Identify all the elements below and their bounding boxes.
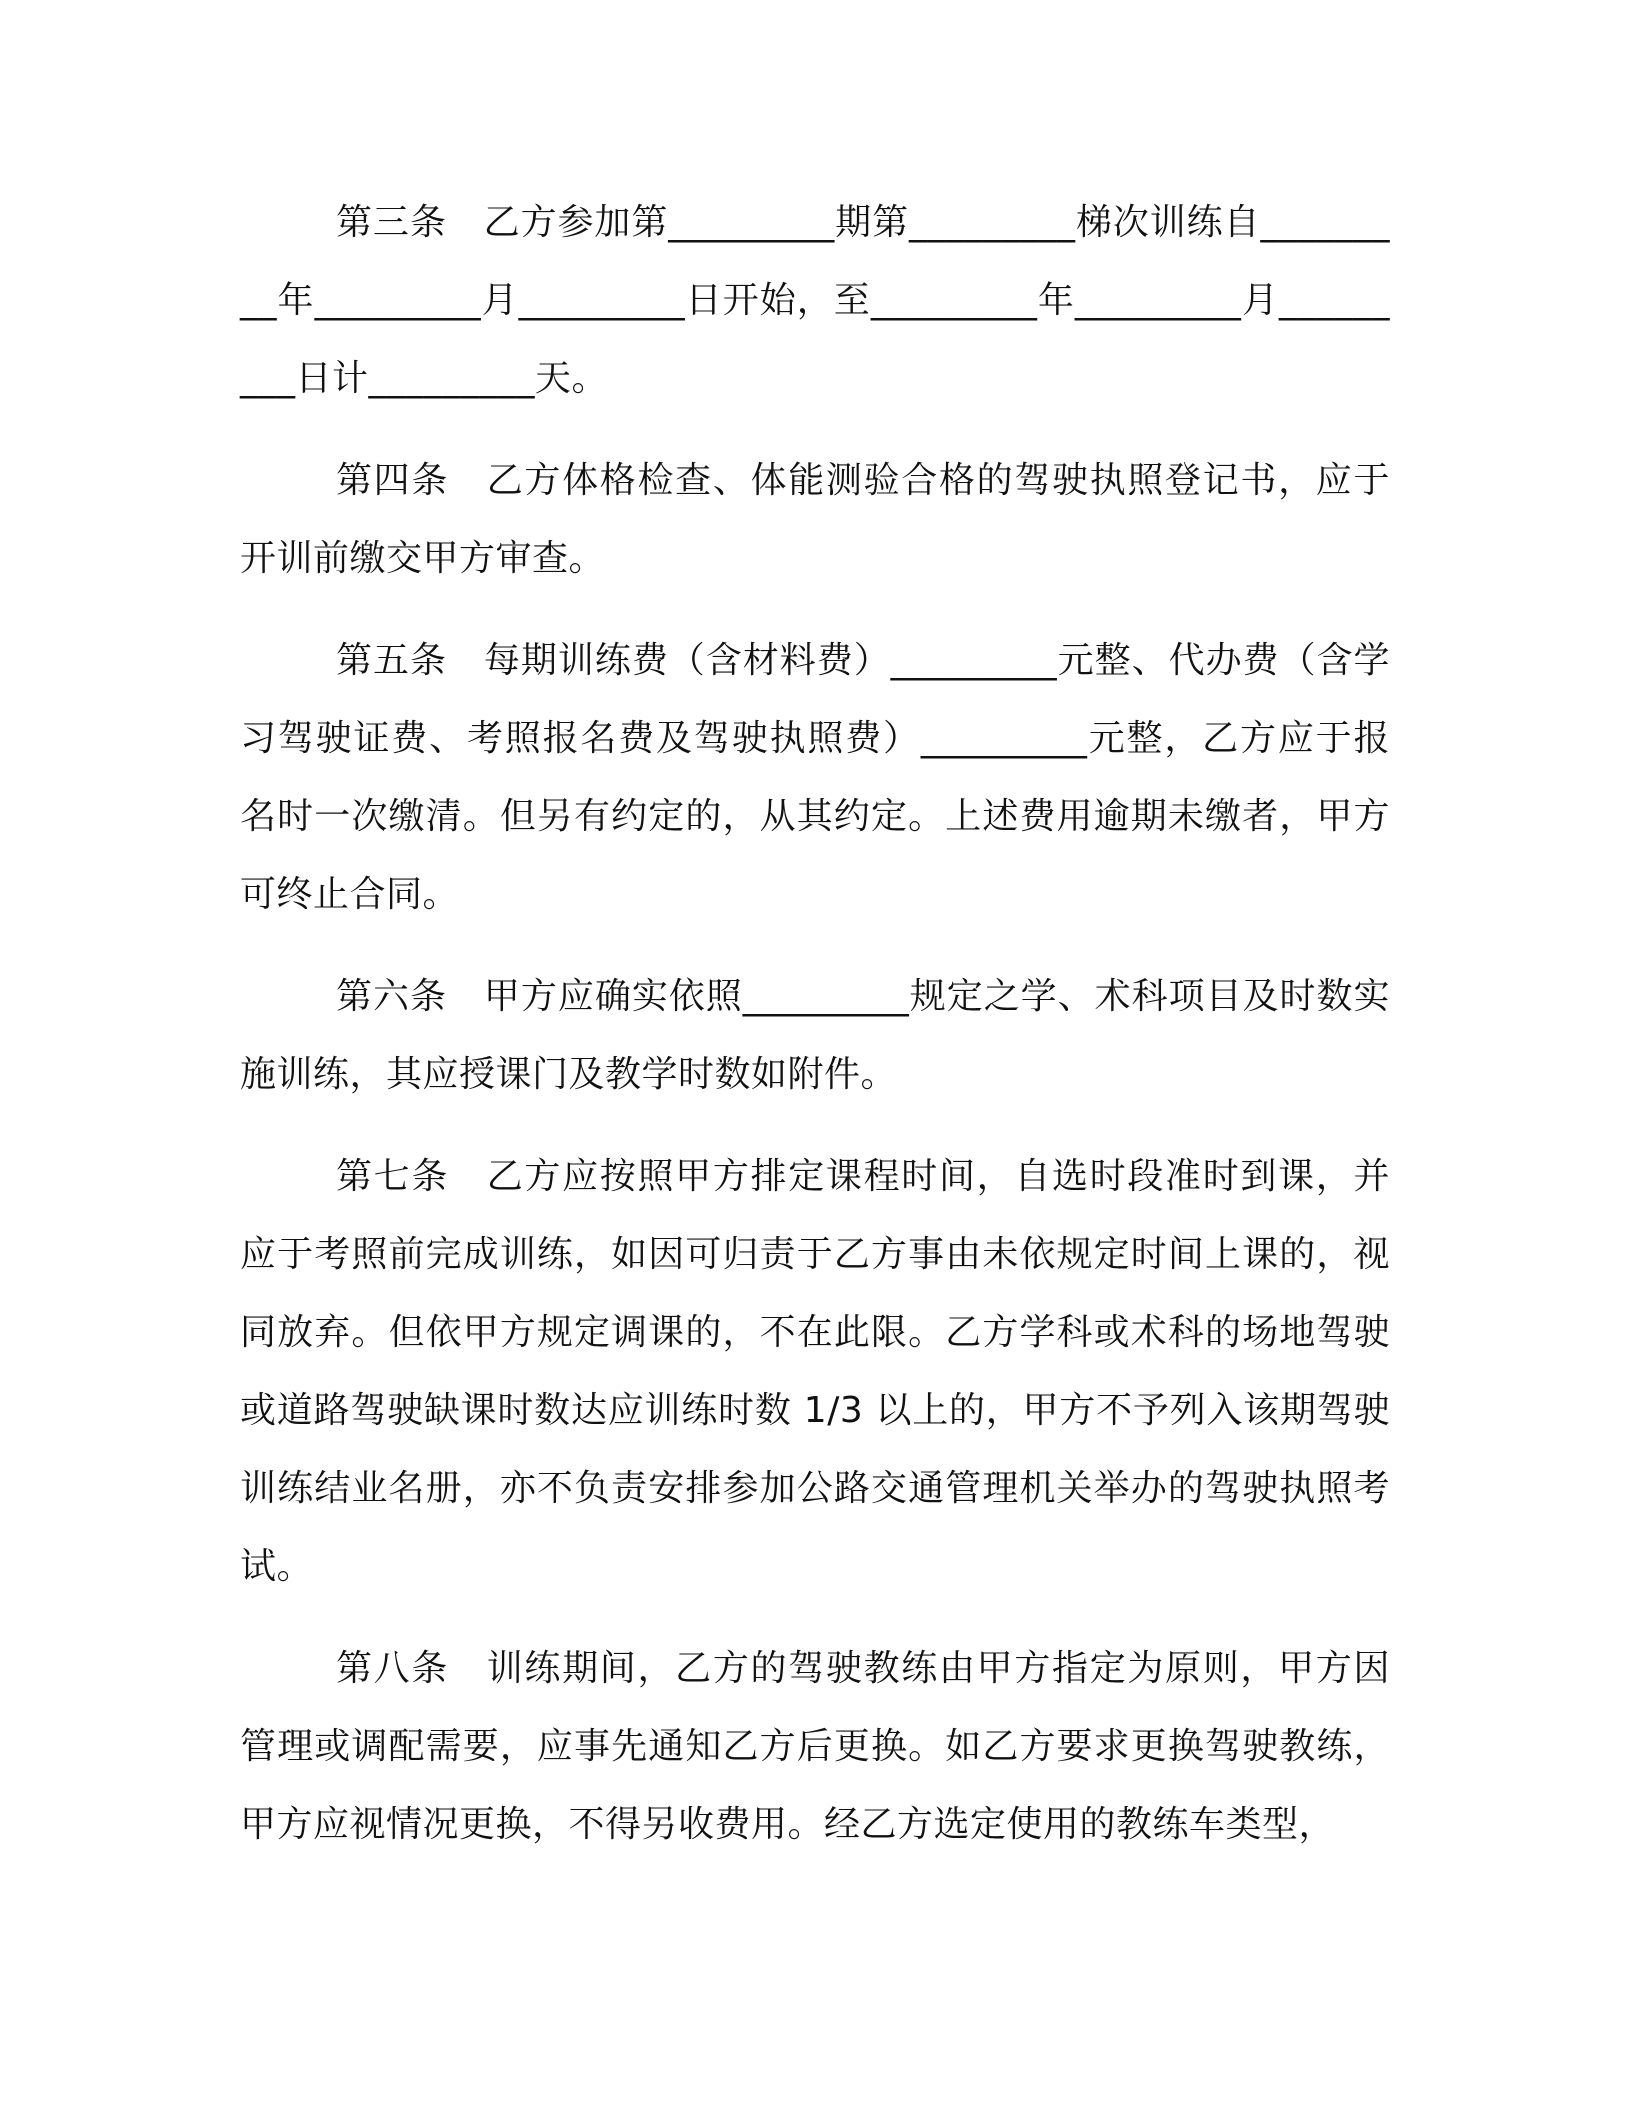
article-5: 第五条 每期训练费（含材料费）_________元整、代办费（含学习驾驶证费、考照报名费及驾驶执照费）_________元整，乙方应于报名时一次缴清。但另有约定的，从其约定。上述费用逾期未缴者，甲方可终止合同。 (240, 640, 1390, 915)
document-body (240, 184, 1390, 1888)
article-7: 第七条 乙方应按照甲方排定课程时间，自选时段准时到课，并应于考照前完成训练，如因可归责于乙方事由未依规定时间上课的，视同放弃。但依甲方规定调课的，不在此限。乙方学科或术科的场地驾驶或道路驾驶缺课时数达应训练时数 1/3 以上的，甲方不予列入该期驾驶训练结业名册，亦不负责安排参加公路交通管理机关举办的驾驶执照考试。 (240, 1156, 1390, 1587)
article-4: 第四条 乙方体格检查、体能测验合格的驾驶执照登记书，应于开训前缴交甲方审查。 (240, 460, 1390, 579)
article-3: 第三条 乙方参加第_________期第_________梯次训练自_________年_________月_________日开始，至_________年_________月_________日计_________天。 (240, 202, 1390, 399)
article-6: 第六条 甲方应确实依照_________规定之学、术科项目及时数实施训练，其应授课门及教学时数如附件。 (240, 976, 1390, 1095)
article-8: 第八条 训练期间，乙方的驾驶教练由甲方指定为原则，甲方因管理或调配需要，应事先通知乙方后更换。如乙方要求更换驾驶教练，甲方应视情况更换，不得另收费用。经乙方选定使用的教练车类型， (240, 1648, 1390, 1845)
